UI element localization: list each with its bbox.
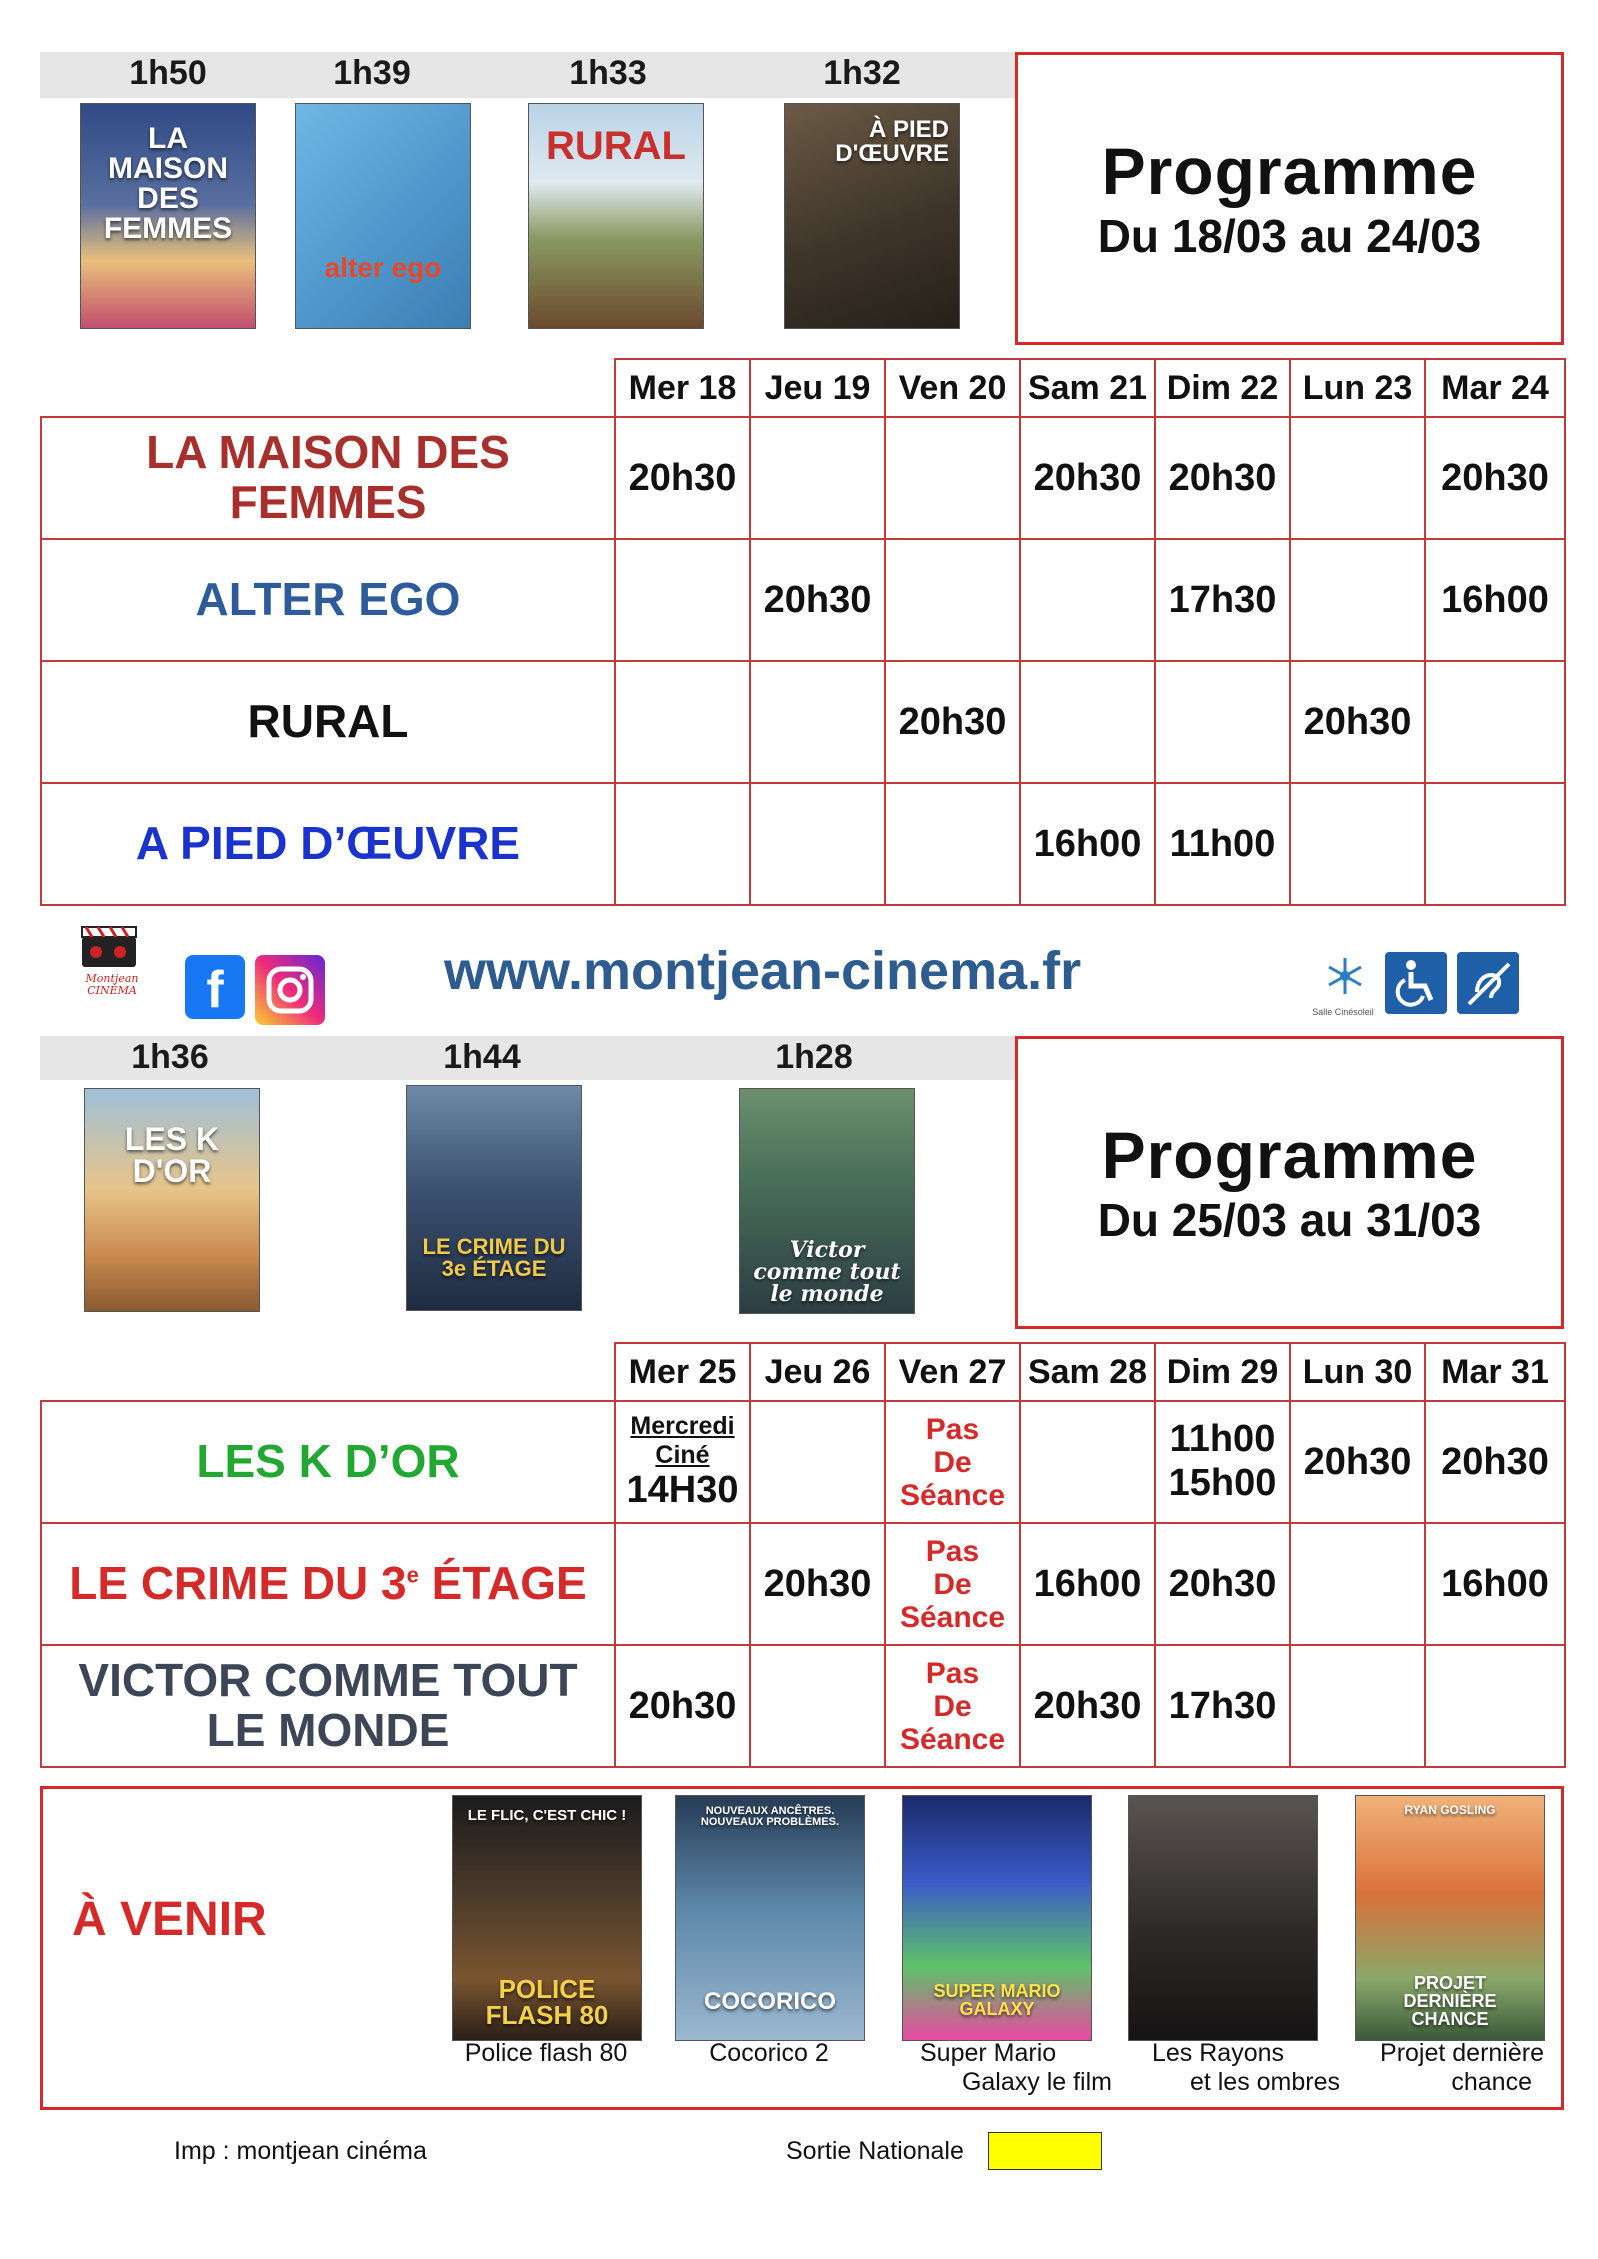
showtime-double <box>1155 1401 1290 1523</box>
cine-label: Ciné <box>655 1440 710 1469</box>
instagram-icon[interactable] <box>255 955 325 1025</box>
week2-duration-3: 1h28 <box>775 1038 853 1076</box>
caption-police-flash-80 <box>440 2039 652 2068</box>
poster-la-maison-des-femmes[interactable] <box>80 103 256 329</box>
showtime <box>615 539 750 661</box>
showtime: 20h30 <box>1425 417 1565 539</box>
seance-label: Séance <box>899 1600 1006 1634</box>
week1-schedule-table <box>40 358 1566 906</box>
showtime <box>1290 417 1425 539</box>
poster-le-crime-du-3e-etage[interactable] <box>406 1085 582 1311</box>
showtime <box>1290 539 1425 661</box>
no-screening <box>885 1523 1020 1645</box>
de-label: De <box>933 1689 972 1723</box>
showtime: 20h30 <box>1290 661 1425 783</box>
poster-super-mario-galaxy[interactable] <box>902 1795 1092 2041</box>
mercredi-label: Mercredi <box>630 1411 735 1440</box>
pas-label: Pas <box>925 1412 980 1446</box>
week1-duration-2: 1h39 <box>333 54 411 92</box>
showtime <box>1155 661 1290 783</box>
footer-imp: Imp : montjean cinéma <box>174 2137 427 2165</box>
caption-line: Cocorico 2 <box>709 2039 829 2067</box>
week1-day-header-row <box>41 359 1565 417</box>
svg-text:f: f <box>206 961 224 1019</box>
showtime <box>615 783 750 905</box>
showtime: 20h30 <box>1155 1523 1290 1645</box>
table-row <box>41 783 1565 905</box>
showtime <box>885 783 1020 905</box>
cinema-logo-text: Montjean CINÉMA <box>85 972 139 998</box>
poster-les-rayons-et-les-ombres[interactable] <box>1128 1795 1318 2041</box>
de-label: De <box>933 1445 972 1479</box>
film-title <box>41 1645 615 1767</box>
showtime: 20h30 <box>750 1523 885 1645</box>
week2-duration-2: 1h44 <box>443 1038 521 1076</box>
showtime: 20h30 <box>1425 1401 1565 1523</box>
snowflake-icon <box>1310 952 1380 1012</box>
poster-title: LE CRIME DU 3e ÉTAGE <box>422 1234 566 1281</box>
showtime <box>750 783 885 905</box>
showtime-mercredi-cine <box>615 1401 750 1523</box>
poster-a-pied-d-oeuvre[interactable] <box>784 103 960 329</box>
showtime: 15h00 <box>1168 1462 1277 1504</box>
film-title <box>41 1523 615 1645</box>
poster-alter-ego[interactable] <box>295 103 471 329</box>
showtime: 20h30 <box>1020 1645 1155 1767</box>
showtime <box>885 539 1020 661</box>
cinema-logo <box>72 915 152 1005</box>
poster-title: PROJET DERNIÈRE CHANCE <box>1403 1973 1497 2029</box>
day-header: Ven 20 <box>885 359 1020 417</box>
caption-line: Super Mario <box>920 2039 1057 2067</box>
day-header: Jeu 19 <box>750 359 885 417</box>
showtime <box>750 1401 885 1523</box>
caption-line: chance <box>1451 2067 1532 2096</box>
caption-cocorico-2 <box>663 2039 875 2068</box>
poster-title: RURAL <box>546 124 686 168</box>
week1-programme-title: Programme <box>1101 134 1478 208</box>
showtime: 16h00 <box>1020 1523 1155 1645</box>
week1-duration-3: 1h33 <box>569 54 647 92</box>
pas-label: Pas <box>925 1656 980 1690</box>
sortie-nationale-swatch <box>988 2132 1102 2170</box>
no-screening <box>885 1645 1020 1767</box>
poster-tagline: NOUVEAUX ANCÊTRES. NOUVEAUX PROBLÈMES. <box>700 1805 840 1828</box>
day-header: Lun 30 <box>1290 1343 1425 1401</box>
showtime: 14H30 <box>626 1469 739 1512</box>
header-blank <box>41 1343 615 1401</box>
seance-label: Séance <box>899 1722 1006 1756</box>
poster-title: SUPER MARIO GALAXY <box>933 1981 1061 2019</box>
showtime: 20h30 <box>1155 417 1290 539</box>
showtime: 16h00 <box>1425 1523 1565 1645</box>
film-title-main: LE CRIME DU 3 <box>69 1557 407 1610</box>
showtime <box>750 417 885 539</box>
table-row <box>41 1645 1565 1767</box>
poster-police-flash-80[interactable] <box>452 1795 642 2041</box>
showtime <box>885 417 1020 539</box>
week1-programme-box <box>1015 52 1564 345</box>
week1-duration-4: 1h32 <box>823 54 901 92</box>
caption-line: Galaxy le film <box>961 2067 1112 2096</box>
showtime <box>1425 661 1565 783</box>
facebook-icon[interactable] <box>185 955 245 1019</box>
showtime <box>750 661 885 783</box>
showtime <box>750 1645 885 1767</box>
showtime <box>1425 783 1565 905</box>
caption-super-mario-galaxy <box>900 2039 1140 2097</box>
hearing-loop-icon <box>1457 952 1519 1014</box>
table-row <box>41 1523 1565 1645</box>
day-header: Mer 18 <box>615 359 750 417</box>
caption-line: Police flash 80 <box>464 2039 628 2067</box>
showtime <box>1425 1645 1565 1767</box>
showtime: 20h30 <box>885 661 1020 783</box>
poster-title: POLICE FLASH 80 <box>485 1974 609 2030</box>
showtime <box>1290 783 1425 905</box>
film-title: ALTER EGO <box>41 539 615 661</box>
week1-duration-1: 1h50 <box>129 54 207 92</box>
poster-tagline: LE FLIC, C'EST CHIC ! <box>467 1807 627 1824</box>
caption-les-rayons-et-les-ombres <box>1140 2039 1360 2097</box>
poster-cocorico-2[interactable] <box>675 1795 865 2041</box>
poster-title: À PIED D'ŒUVRE <box>835 116 949 167</box>
day-header: Dim 29 <box>1155 1343 1290 1401</box>
film-title: LA MAISON DES FEMMES <box>41 417 615 539</box>
film-title: RURAL <box>41 661 615 783</box>
showtime: 20h30 <box>615 417 750 539</box>
showtime <box>1290 1523 1425 1645</box>
poster-tagline: RYAN GOSLING <box>1404 1803 1496 1817</box>
showtime: 20h30 <box>750 539 885 661</box>
day-header: Lun 23 <box>1290 359 1425 417</box>
caption-line: Projet dernière <box>1380 2039 1544 2067</box>
a-venir-label: À VENIR <box>72 1893 267 1946</box>
poster-title: LES K D'OR <box>124 1121 220 1189</box>
week2-programme-title: Programme <box>1101 1118 1478 1192</box>
mercredi-cine-label <box>616 1412 749 1470</box>
showtime: 20h30 <box>1290 1401 1425 1523</box>
poster-title: Victor comme tout le monde <box>753 1237 901 1307</box>
showtime <box>1290 1645 1425 1767</box>
day-header: Ven 27 <box>885 1343 1020 1401</box>
showtime: 20h30 <box>615 1645 750 1767</box>
film-title-line1: VICTOR COMME TOUT <box>78 1654 578 1707</box>
header-blank <box>41 359 615 417</box>
film-title: LES K D’OR <box>41 1401 615 1523</box>
film-title-sup: e <box>406 1562 419 1588</box>
poster-projet-derniere-chance[interactable] <box>1355 1795 1545 2041</box>
showtime: 17h30 <box>1155 539 1290 661</box>
caption-line: et les ombres <box>1189 2067 1340 2096</box>
showtime <box>1020 1401 1155 1523</box>
showtime <box>1020 661 1155 783</box>
poster-les-k-d-or[interactable] <box>84 1088 260 1312</box>
pas-label: Pas <box>925 1534 980 1568</box>
poster-title: alter ego <box>324 252 442 283</box>
wheelchair-icon <box>1385 952 1447 1014</box>
showtime: 17h30 <box>1155 1645 1290 1767</box>
footer-sortie-nationale: Sortie Nationale <box>786 2137 964 2165</box>
poster-title: COCORICO <box>704 1988 836 2015</box>
day-header: Mar 24 <box>1425 359 1565 417</box>
caption-line: Les Rayons <box>1152 2039 1285 2067</box>
no-screening <box>885 1401 1020 1523</box>
week2-day-header-row <box>41 1343 1565 1401</box>
showtime: 16h00 <box>1020 783 1155 905</box>
showtime <box>615 661 750 783</box>
week2-programme-dates: Du 25/03 au 31/03 <box>1097 1194 1482 1246</box>
film-title: A PIED D’ŒUVRE <box>41 783 615 905</box>
day-header: Mar 31 <box>1425 1343 1565 1401</box>
poster-rural[interactable] <box>528 103 704 329</box>
day-header: Jeu 26 <box>750 1343 885 1401</box>
poster-title: LA MAISON DES FEMMES <box>103 122 233 245</box>
seance-label: Séance <box>899 1478 1006 1512</box>
table-row <box>41 1401 1565 1523</box>
day-header: Sam 28 <box>1020 1343 1155 1401</box>
website-url[interactable]: www.montjean-cinema.fr <box>444 941 1082 1001</box>
showtime: 11h00 <box>1169 1418 1276 1461</box>
week2-schedule-table <box>40 1342 1566 1768</box>
table-row <box>41 417 1565 539</box>
week1-programme-dates: Du 18/03 au 24/03 <box>1097 210 1482 262</box>
showtime <box>615 1523 750 1645</box>
de-label: De <box>933 1567 972 1601</box>
film-title-line2: LE MONDE <box>206 1704 450 1756</box>
day-header: Sam 21 <box>1020 359 1155 417</box>
film-title-end: ÉTAGE <box>418 1557 587 1610</box>
showtime: 11h00 <box>1155 783 1290 905</box>
poster-victor-comme-tout-le-monde[interactable] <box>739 1088 915 1314</box>
showtime: 20h30 <box>1020 417 1155 539</box>
week2-programme-box <box>1015 1036 1564 1329</box>
day-header: Dim 22 <box>1155 359 1290 417</box>
week2-duration-1: 1h36 <box>131 1038 209 1076</box>
table-row <box>41 661 1565 783</box>
table-row <box>41 539 1565 661</box>
accessibility-caption: Salle Cinésoleil <box>1312 1007 1374 1017</box>
showtime <box>1020 539 1155 661</box>
showtime: 16h00 <box>1425 539 1565 661</box>
caption-projet-derniere-chance <box>1360 2039 1560 2097</box>
day-header: Mer 25 <box>615 1343 750 1401</box>
